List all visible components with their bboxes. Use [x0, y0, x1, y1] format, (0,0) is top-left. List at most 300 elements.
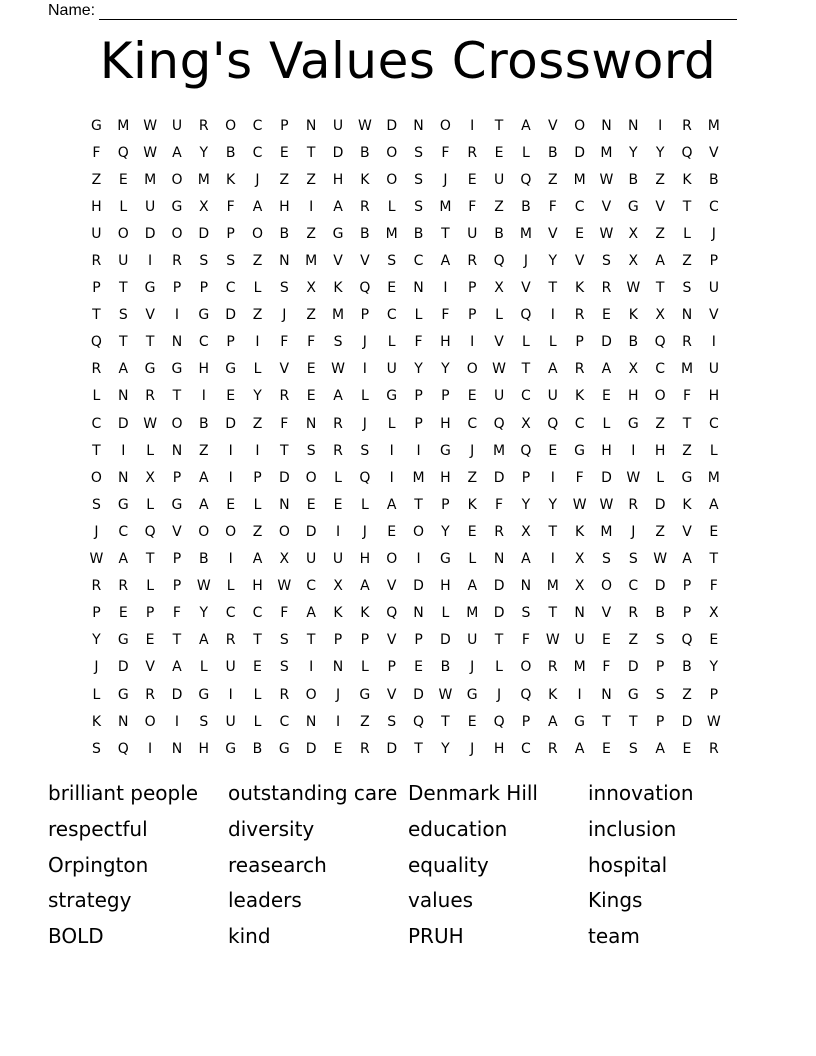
grid-letter: R [628, 496, 639, 513]
grid-letter: Q [117, 144, 129, 161]
grid-letter: D [117, 415, 129, 432]
grid-letter: Y [548, 496, 558, 513]
grid-letter: Y [441, 523, 450, 540]
grid-letter: I [228, 442, 233, 459]
grid-letter: J [335, 686, 341, 703]
grid-letter: E [682, 740, 692, 757]
grid-letter: E [306, 361, 316, 378]
grid-letter: J [497, 686, 502, 703]
grid-letter: D [493, 578, 505, 595]
grid-letter: C [708, 415, 719, 432]
grid-letter: G [627, 198, 639, 215]
word-bank-item: education [408, 816, 508, 841]
grid-letter: U [467, 225, 478, 242]
grid-letter: D [278, 469, 290, 486]
grid-letter: L [495, 307, 503, 324]
grid-letter: K [91, 713, 102, 730]
grid-letter: N [118, 388, 129, 405]
grid-letter: Q [386, 605, 398, 622]
grid-letter: G [627, 686, 639, 703]
grid-letter: O [225, 117, 237, 134]
grid-letter: A [547, 361, 558, 378]
grid-letter: F [575, 469, 584, 486]
grid-letter: O [386, 551, 398, 568]
grid-letter: T [682, 198, 692, 215]
grid-letter: P [682, 578, 692, 595]
grid-letter: O [144, 713, 156, 730]
grid-letter: A [252, 551, 263, 568]
grid-letter: Y [655, 144, 665, 161]
grid-letter: A [252, 198, 263, 215]
word-bank-item: brilliant people [48, 781, 199, 805]
grid-letter: Q [359, 280, 371, 297]
grid-letter: I [550, 307, 555, 324]
grid-letter: O [574, 117, 586, 134]
grid-letter: B [628, 334, 639, 351]
grid-letter: P [253, 469, 262, 486]
grid-letter: O [171, 225, 183, 242]
grid-letter: B [198, 551, 209, 568]
grid-letter: U [306, 551, 317, 568]
grid-letter: M [600, 523, 613, 540]
grid-letter: N [171, 442, 183, 459]
grid-letter: I [550, 469, 555, 486]
grid-letter: P [441, 496, 450, 513]
grid-letter: I [362, 361, 367, 378]
grid-letter: V [521, 280, 531, 297]
grid-letter: X [145, 469, 155, 486]
grid-letter: U [225, 713, 236, 730]
grid-letter: N [601, 686, 612, 703]
grid-letter: F [521, 632, 530, 649]
word-bank [48, 778, 768, 957]
grid-letter: F [226, 198, 235, 215]
grid-letter: Y [548, 253, 558, 270]
grid-letter: F [441, 144, 450, 161]
grid-letter: I [309, 659, 314, 676]
grid-letter: B [413, 225, 424, 242]
grid-letter: Q [90, 334, 102, 351]
grid-letter: T [253, 632, 262, 649]
grid-letter: P [468, 307, 477, 324]
grid-letter: E [414, 659, 423, 676]
grid-letter: C [252, 117, 263, 134]
grid-letter: K [467, 496, 477, 513]
grid-letter: U [467, 632, 478, 649]
grid-letter: N [413, 117, 424, 134]
grid-letter: H [359, 551, 371, 568]
grid-letter: N [332, 659, 344, 676]
grid-letter: G [466, 686, 478, 703]
word-bank-item: hospital [588, 852, 668, 877]
grid-letter: Z [467, 469, 478, 486]
grid-letter: W [357, 117, 372, 134]
grid-letter: Y [199, 144, 209, 161]
grid-letter: N [305, 415, 317, 432]
grid-letter: H [279, 198, 290, 215]
grid-letter: P [414, 415, 423, 432]
grid-letter: O [466, 361, 478, 378]
grid-letter: C [574, 198, 585, 215]
grid-letter: Q [493, 253, 505, 270]
grid-letter: R [91, 578, 102, 595]
grid-letter: I [228, 686, 233, 703]
word-bank-item: innovation [588, 781, 694, 805]
grid-letter: C [198, 334, 209, 351]
grid-letter: V [574, 253, 585, 270]
grid-letter: B [547, 144, 558, 161]
grid-letter: N [493, 551, 505, 568]
grid-letter: L [548, 334, 557, 351]
grid-letter: H [654, 442, 666, 459]
grid-letter: D [386, 740, 398, 757]
grid-letter: S [414, 144, 423, 161]
grid-letter: L [226, 578, 235, 595]
grid-letter: A [655, 740, 665, 757]
grid-letter: G [278, 740, 290, 757]
grid-letter: A [333, 388, 343, 405]
grid-letter: I [148, 740, 153, 757]
grid-letter: T [494, 117, 504, 134]
grid-letter: S [199, 253, 209, 270]
grid-letter: U [547, 388, 558, 405]
grid-letter: A [521, 551, 531, 568]
grid-letter: E [306, 496, 316, 513]
grid-letter: Z [199, 442, 209, 459]
grid-letter: K [333, 280, 343, 297]
grid-letter: B [709, 171, 719, 188]
grid-letter: D [681, 713, 693, 730]
grid-letter: A [547, 713, 558, 730]
grid-letter: N [171, 740, 183, 757]
grid-letter: G [198, 307, 210, 324]
grid-letter: L [387, 415, 396, 432]
grid-letter: O [90, 469, 102, 486]
grid-letter: F [468, 198, 477, 215]
grid-letter: Y [521, 496, 531, 513]
grid-letter: G [574, 442, 586, 459]
grid-letter: N [413, 605, 424, 622]
grid-letter: S [414, 198, 423, 215]
grid-letter: M [117, 117, 130, 134]
grid-letter: D [332, 144, 344, 161]
grid-letter: H [493, 740, 505, 757]
grid-letter: M [385, 225, 398, 242]
grid-letter: S [91, 740, 101, 757]
grid-letter: R [279, 686, 290, 703]
grid-letter: G [225, 740, 237, 757]
grid-letter: P [226, 225, 235, 242]
grid-letter: A [118, 551, 129, 568]
word-bank-item: diversity [228, 816, 315, 841]
grid-letter: U [493, 171, 505, 188]
grid-letter: F [280, 334, 289, 351]
grid-letter: H [252, 578, 263, 595]
grid-letter: J [523, 253, 528, 270]
grid-letter: U [91, 225, 102, 242]
grid-letter: Y [253, 388, 262, 405]
grid-letter: Z [682, 686, 692, 703]
grid-letter: L [360, 496, 369, 513]
grid-letter: N [601, 117, 612, 134]
grid-letter: X [521, 415, 531, 432]
word-bank-item: team [588, 924, 640, 949]
grid-letter: T [280, 442, 289, 459]
grid-letter: D [493, 605, 505, 622]
grid-letter: F [495, 496, 504, 513]
grid-letter: Q [117, 740, 129, 757]
grid-letter: L [334, 469, 342, 486]
grid-letter: L [441, 605, 450, 622]
grid-letter: W [599, 496, 614, 513]
grid-letter: L [199, 659, 208, 676]
grid-letter: S [360, 442, 370, 459]
grid-letter: A [521, 117, 531, 134]
grid-letter: T [441, 225, 450, 242]
grid-letter: L [92, 686, 101, 703]
grid-letter: W [545, 632, 560, 649]
grid-letter: K [575, 523, 585, 540]
grid-letter: W [143, 144, 158, 161]
grid-letter: W [706, 713, 721, 730]
grid-letter: D [493, 469, 505, 486]
grid-letter: Z [655, 225, 665, 242]
grid-letter: I [255, 334, 260, 351]
grid-letter: B [440, 659, 451, 676]
grid-letter: Y [199, 605, 209, 622]
grid-letter: C [252, 605, 263, 622]
grid-letter: X [279, 551, 290, 568]
grid-letter: T [629, 713, 638, 730]
grid-letter: U [708, 280, 719, 297]
grid-letter: S [279, 280, 289, 297]
grid-letter: L [253, 361, 262, 378]
grid-letter: I [228, 469, 233, 486]
grid-letter: C [118, 523, 129, 540]
grid-letter: T [306, 144, 316, 161]
grid-letter: R [91, 253, 102, 270]
grid-letter: T [306, 632, 316, 649]
grid-letter: P [333, 632, 343, 649]
grid-letter: G [171, 361, 183, 378]
grid-letter: E [333, 496, 343, 513]
grid-letter: G [332, 225, 344, 242]
grid-letter: R [467, 253, 478, 270]
grid-letter: F [280, 605, 289, 622]
grid-letter: L [146, 442, 155, 459]
grid-letter: J [362, 523, 367, 540]
grid-letter: G [198, 686, 210, 703]
grid-letter: L [495, 659, 503, 676]
grid-letter: D [386, 117, 398, 134]
grid-letter: M [144, 171, 157, 188]
grid-letter: Q [520, 442, 532, 459]
grid-letter: P [655, 659, 665, 676]
grid-letter: F [92, 144, 101, 161]
grid-letter: I [658, 117, 663, 134]
grid-letter: S [655, 632, 665, 649]
grid-letter: E [575, 225, 585, 242]
grid-letter: Q [547, 415, 559, 432]
grid-letter: I [631, 442, 636, 459]
grid-letter: T [548, 605, 558, 622]
grid-letter: K [628, 307, 638, 324]
grid-letter: T [172, 632, 182, 649]
word-bank-item: Kings [588, 888, 643, 913]
grid-letter: A [199, 496, 209, 513]
grid-letter: J [362, 415, 367, 432]
grid-letter: D [601, 469, 612, 486]
grid-letter: K [360, 171, 370, 188]
grid-letter: Q [359, 469, 371, 486]
grid-letter: V [709, 144, 719, 161]
grid-letter: R [574, 361, 585, 378]
grid-letter: A [655, 253, 665, 270]
grid-letter: I [309, 198, 314, 215]
grid-letter: U [493, 388, 505, 405]
name-label: Name: [48, 2, 96, 19]
grid-letter: W [653, 551, 668, 568]
grid-letter: K [682, 496, 692, 513]
grid-letter: P [280, 117, 289, 134]
grid-letter: V [655, 198, 665, 215]
grid-letter: V [172, 523, 182, 540]
grid-letter: D [117, 659, 129, 676]
grid-letter: X [709, 605, 719, 622]
grid-letter: K [575, 280, 585, 297]
grid-letter: H [440, 415, 451, 432]
grid-letter: N [574, 605, 585, 622]
grid-letter: A [360, 578, 370, 595]
word-bank-item: inclusion [588, 816, 677, 841]
grid-letter: A [467, 578, 478, 595]
grid-letter: B [279, 225, 290, 242]
grid-letter: C [574, 415, 585, 432]
grid-letter: E [387, 280, 397, 297]
grid-letter: D [225, 415, 237, 432]
grid-letter: R [708, 740, 719, 757]
grid-letter: H [198, 361, 210, 378]
grid-letter: C [655, 361, 666, 378]
grid-letter: R [333, 442, 343, 459]
grid-letter: I [201, 388, 206, 405]
grid-letter: E [494, 144, 504, 161]
grid-letter: T [414, 496, 423, 513]
grid-letter: D [654, 578, 666, 595]
grid-letter: H [440, 578, 451, 595]
grid-letter: I [443, 280, 448, 297]
name-line [99, 3, 737, 20]
grid-letter: O [305, 469, 317, 486]
grid-letter: Q [681, 144, 693, 161]
grid-letter: P [145, 605, 155, 622]
grid-letter: M [519, 225, 532, 242]
grid-letter: E [145, 632, 155, 649]
grid-letter: V [682, 523, 692, 540]
grid-letter: R [145, 686, 155, 703]
grid-letter: T [548, 523, 558, 540]
grid-letter: X [628, 361, 639, 378]
grid-letter: P [172, 551, 182, 568]
grid-letter: P [468, 280, 477, 297]
grid-letter: Z [547, 171, 558, 188]
grid-letter: B [655, 605, 665, 622]
grid-letter: Y [441, 740, 450, 757]
grid-letter: N [171, 334, 183, 351]
grid-letter: S [91, 496, 101, 513]
grid-letter: F [682, 388, 692, 405]
grid-letter: M [439, 198, 452, 215]
grid-letter: R [628, 605, 639, 622]
grid-letter: T [92, 307, 101, 324]
grid-letter: N [118, 469, 129, 486]
grid-letter: M [573, 171, 586, 188]
grid-letter: K [333, 605, 343, 622]
grid-letter: B [494, 225, 504, 242]
grid-letter: B [360, 144, 370, 161]
grid-letter: G [439, 551, 451, 568]
grid-letter: O [225, 523, 237, 540]
grid-letter: Q [681, 632, 693, 649]
grid-letter: I [470, 334, 475, 351]
grid-letter: Y [92, 632, 101, 649]
grid-letter: O [413, 523, 425, 540]
grid-letter: P [655, 713, 665, 730]
grid-letter: S [333, 334, 343, 351]
grid-letter: U [386, 361, 397, 378]
grid-letter: M [412, 469, 425, 486]
grid-letter: N [628, 117, 639, 134]
grid-letter: I [335, 713, 341, 730]
grid-letter: Z [252, 307, 263, 324]
grid-letter: V [547, 117, 558, 134]
grid-letter: R [91, 361, 102, 378]
grid-letter: Z [252, 415, 263, 432]
grid-letter: N [413, 280, 424, 297]
grid-letter: X [655, 307, 665, 324]
grid-letter: I [577, 686, 582, 703]
grid-letter: M [707, 117, 720, 134]
name-field [48, 0, 737, 20]
grid-letter: W [143, 415, 158, 432]
grid-letter: G [171, 496, 183, 513]
grid-letter: L [387, 198, 396, 215]
grid-letter: H [440, 334, 451, 351]
grid-letter: G [171, 198, 183, 215]
grid-letter: X [199, 198, 209, 215]
grid-letter: V [547, 225, 558, 242]
grid-letter: L [92, 388, 101, 405]
grid-letter: D [601, 334, 612, 351]
grid-letter: G [681, 469, 693, 486]
word-bank-item: Denmark Hill [408, 781, 538, 805]
grid-letter: G [117, 496, 129, 513]
grid-letter: P [521, 469, 531, 486]
grid-letter: I [416, 442, 421, 459]
grid-letter: G [386, 388, 398, 405]
grid-letter: N [279, 253, 290, 270]
grid-letter: G [359, 686, 371, 703]
grid-letter: X [628, 253, 639, 270]
grid-letter: I [148, 253, 153, 270]
grid-letter: T [548, 280, 558, 297]
grid-letter: M [546, 578, 559, 595]
grid-letter: N [118, 713, 129, 730]
grid-letter: I [416, 551, 421, 568]
grid-letter: N [520, 578, 532, 595]
grid-letter: Z [655, 171, 665, 188]
grid-letter: W [626, 280, 641, 297]
